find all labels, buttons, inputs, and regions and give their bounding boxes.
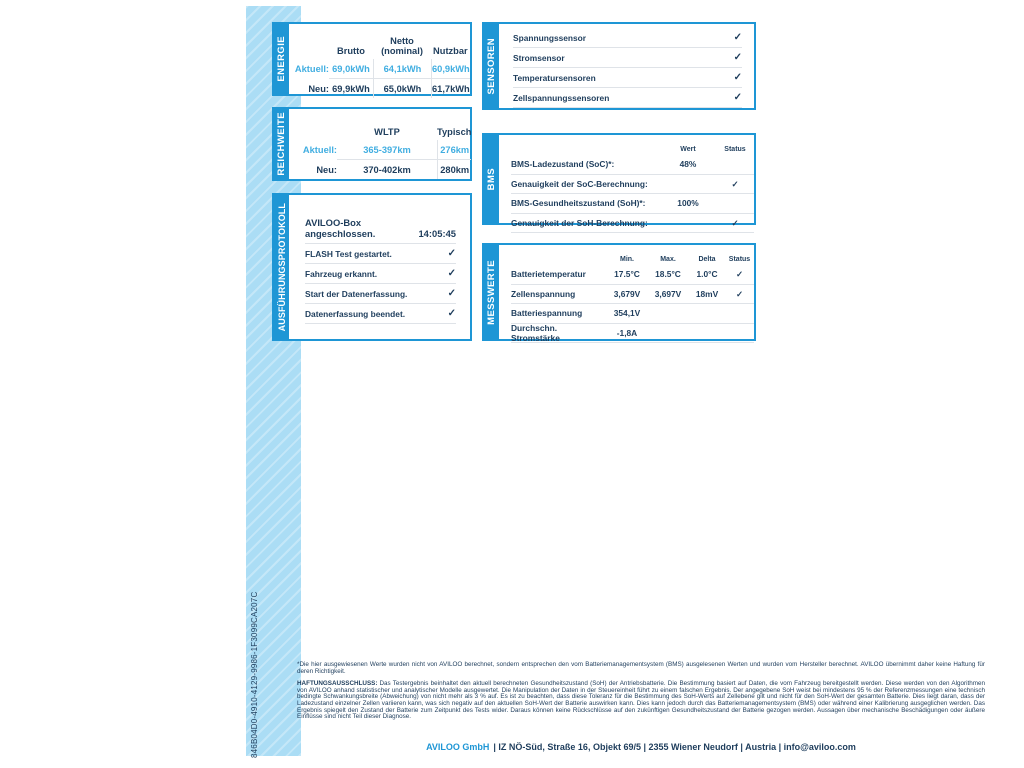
bms-row-status: ✓ — [716, 175, 754, 195]
messwerte-max — [647, 304, 689, 324]
panel-sensoren-tab — [484, 24, 501, 108]
panel-messwerte-tab — [484, 245, 501, 339]
messwerte-status: ✓ — [725, 285, 754, 305]
reichweite-header-wltp: WLTP — [374, 126, 400, 137]
disclaimer-liability-text: Das Testergebnis beinhaltet den aktuell berechneten Gesundheitszustand (SoH) der Antriebsbatterie. Die Bestimmung basiert auf Daten, die vom Fahrzeug bereitgestellt werden. Diese werden von den Algorithmen von AVILOO anhand statistischer und analytischer Modelle ausgewertet. Die Manipulation der Daten in der Steuereinheit führt zu einem falschen Ergebnis. Der angegebene SoH weist bei mindestens 95 % der Referenzmessungen eine technisch bedingte Schwankungsbreite (Abweichung) von nicht mehr als 3 % auf. Es ist zu beachten, dass diese Toleranz für die Bestimmung des SoH-Werts auf Zellebene gilt und nicht für den SoH-Wert der gesamten Batterie. Dies liegt daran, dass der Ladezustand einzelner Zellen variieren kann, was sich negativ auf den aktuellen SoH-Wert der Batterie auswirken kann. Dies kann jedoch durch das Batteriemanagementsystem (BMS) oder während einer Kalibrierung ausgeglichen werden. Das Ergebnis spiegelt den Zustand der Batterie zum Zeitpunkt des Tests wider. Daraus können keine Rückschlüsse auf den zukünftigen Gesundheitszustand der Batterie gezogen werden. Aussagen über mechanische Beschädigungen oder äußere Einflüsse sind nicht Teil dieser Diagnose. — [297, 680, 985, 721]
energie-value: 60,9kWh — [431, 59, 470, 79]
protokoll-step-label: FLASH Test gestartet. — [305, 248, 392, 259]
reichweite-corner — [291, 119, 337, 140]
messwerte-min: -1,8A — [607, 324, 647, 344]
bms-corner — [511, 137, 660, 155]
sensor-row — [513, 68, 742, 88]
energie-header-brutto: Brutto — [337, 45, 365, 56]
bms-row-label: BMS-Gesundheitszustand (SoH)*: — [511, 194, 660, 214]
check-icon: ✓ — [447, 288, 456, 299]
energie-header-netto: Netto (nominal) — [381, 35, 423, 56]
energie-header-nutzbar: Nutzbar — [433, 45, 468, 56]
disclaimer-liability — [297, 681, 985, 721]
sensor-label: Spannungssensor — [513, 32, 587, 43]
disclaimer-liability-title: HAFTUNGSAUSSCHLUSS: — [297, 680, 378, 688]
messwerte-min: 3,679V — [607, 285, 647, 305]
panel-sensoren-tab-label: SENSOREN — [486, 37, 497, 95]
bms-header-status: Status — [724, 146, 746, 153]
protokoll-title: AVILOO-Box angeschlossen. — [305, 217, 376, 239]
panel-ausfuehrungsprotokoll-tab — [274, 195, 291, 339]
check-icon: ✓ — [733, 92, 742, 103]
messwerte-header-delta: Delta — [698, 256, 716, 263]
panel-bms-content — [501, 135, 754, 228]
messwerte-row-label: Durchschn. Stromstärke — [511, 324, 607, 344]
bms-row-wert — [660, 214, 716, 234]
panel-bms — [482, 133, 756, 228]
panel-reichweite — [272, 107, 472, 181]
reichweite-value: 365-397km — [337, 140, 437, 160]
energie-table — [291, 24, 478, 98]
sensor-label: Zellspannungssensoren — [513, 92, 610, 103]
bms-row-status — [716, 194, 754, 214]
panel-energie-content — [291, 24, 478, 94]
messwerte-status: ✓ — [725, 265, 754, 285]
protokoll-step — [305, 244, 456, 264]
protokoll-step — [305, 264, 456, 284]
panel-sensoren — [482, 22, 756, 110]
footer — [297, 742, 985, 752]
energie-value: 69,0kWh — [329, 59, 373, 79]
messwerte-min: 354,1V — [607, 304, 647, 324]
messwerte-delta — [689, 324, 725, 344]
footer-address: | IZ NÖ-Süd, Straße 16, Objekt 69/5 | 2355 Wiener Neudorf | Austria | info@aviloo.com — [493, 742, 856, 752]
messwerte-row-label: Batterietemperatur — [511, 265, 607, 285]
bms-row-wert: 48% — [660, 155, 716, 175]
messwerte-header-status: Status — [728, 256, 751, 263]
panel-ausfuehrungsprotokoll-tab-label: AUSFÜHRUNGSPROTOKOLL — [276, 202, 287, 332]
panel-energie-tab — [274, 24, 291, 94]
sensor-row — [513, 28, 742, 48]
bms-table — [501, 135, 754, 233]
reichweite-value: 370-402km — [363, 164, 411, 175]
reichweite-header-typisch: Typisch — [437, 126, 472, 137]
energie-value: 69,9kWh — [332, 83, 370, 94]
protokoll-title-row — [305, 209, 456, 244]
messwerte-status — [725, 324, 754, 344]
messwerte-row-label: Batteriespannung — [511, 304, 607, 324]
protokoll-step-label: Datenerfassung beendet. — [305, 308, 406, 319]
panel-sensoren-content — [501, 24, 754, 108]
messwerte-header-max: Max. — [660, 256, 676, 263]
messwerte-delta: 18mV — [689, 285, 725, 305]
messwerte-corner — [511, 247, 607, 265]
panel-messwerte — [482, 243, 756, 341]
panel-bms-tab — [484, 135, 501, 223]
check-icon: ✓ — [447, 248, 456, 259]
energie-row-label: Aktuell: — [294, 63, 329, 74]
panel-ausfuehrungsprotokoll-content — [291, 195, 470, 339]
sensor-label: Stromsensor — [513, 52, 565, 63]
panel-energie — [272, 22, 472, 96]
sensor-label: Temperatursensoren — [513, 72, 596, 83]
energie-value: 65,0kWh — [373, 79, 431, 98]
bms-header-wert: Wert — [680, 146, 696, 153]
sensor-row — [513, 48, 742, 68]
messwerte-max — [647, 324, 689, 344]
panel-messwerte-tab-label: MESSWERTE — [486, 259, 497, 325]
messwerte-max: 18.5°C — [647, 265, 689, 285]
bms-row-wert — [660, 175, 716, 195]
check-icon: ✓ — [447, 308, 456, 319]
protokoll-step-label: Fahrzeug erkannt. — [305, 268, 378, 279]
bms-row-label: Genauigkeit der SoH-Berechnung: — [511, 214, 660, 234]
check-icon: ✓ — [447, 268, 456, 279]
energie-corner — [291, 26, 329, 59]
check-icon: ✓ — [733, 72, 742, 83]
protokoll-step — [305, 304, 456, 324]
panel-reichweite-tab — [274, 109, 291, 179]
disclaimer-note: *Die hier ausgewiesenen Werte wurden nicht von AVILOO berechnet, sondern entsprechen den vom Batteriemanagementsystem (BMS) ausgelesenen Werten und wurden vom Hersteller berechnet. AVILOO übernimmt daher keine Haftung für deren Richtigkeit. — [297, 661, 985, 675]
bms-row-label: Genauigkeit der SoC-Berechnung: — [511, 175, 660, 195]
bms-row-label: BMS-Ladezustand (SoC)*: — [511, 155, 660, 175]
messwerte-min: 17.5°C — [607, 265, 647, 285]
panel-bms-tab-label: BMS — [486, 167, 497, 191]
bms-row-status: ✓ — [716, 214, 754, 234]
panel-ausfuehrungsprotokoll — [272, 193, 472, 341]
panel-reichweite-content — [291, 109, 479, 179]
messwerte-max: 3,697V — [647, 285, 689, 305]
energie-value: 61,7kWh — [431, 79, 470, 98]
reichweite-value: 280km — [437, 160, 471, 179]
reichweite-table — [291, 109, 479, 179]
check-icon: ✓ — [733, 32, 742, 43]
panel-messwerte-content — [501, 245, 754, 343]
energie-value: 64,1kWh — [373, 59, 431, 79]
reichweite-row-label: Neu: — [316, 164, 337, 175]
reichweite-value: 276km — [437, 140, 471, 160]
messwerte-delta — [689, 304, 725, 324]
messwerte-header-min: Min. — [620, 256, 634, 263]
footer-company: AVILOO GmbH — [426, 742, 490, 752]
messwerte-delta: 1.0°C — [689, 265, 725, 285]
reichweite-row-label: Aktuell: — [302, 144, 337, 155]
energie-row-label: Neu: — [308, 83, 329, 94]
messwerte-status — [725, 304, 754, 324]
messwerte-table — [501, 245, 754, 343]
bms-row-wert: 100% — [660, 194, 716, 214]
disclaimer-block — [297, 662, 985, 727]
bms-row-status — [716, 155, 754, 175]
messwerte-row-label: Zellenspannung — [511, 285, 607, 305]
protokoll-step — [305, 284, 456, 304]
panel-energie-tab-label: ENERGIE — [276, 36, 287, 82]
sensor-row — [513, 88, 742, 108]
document-id: 846B04D0-4910-4129-9986-1F3099CA207C — [250, 591, 259, 758]
protokoll-step-label: Start der Datenerfassung. — [305, 288, 408, 299]
protokoll-time: 14:05:45 — [418, 228, 456, 239]
check-icon: ✓ — [733, 52, 742, 63]
panel-reichweite-tab-label: REICHWEITE — [276, 112, 287, 176]
